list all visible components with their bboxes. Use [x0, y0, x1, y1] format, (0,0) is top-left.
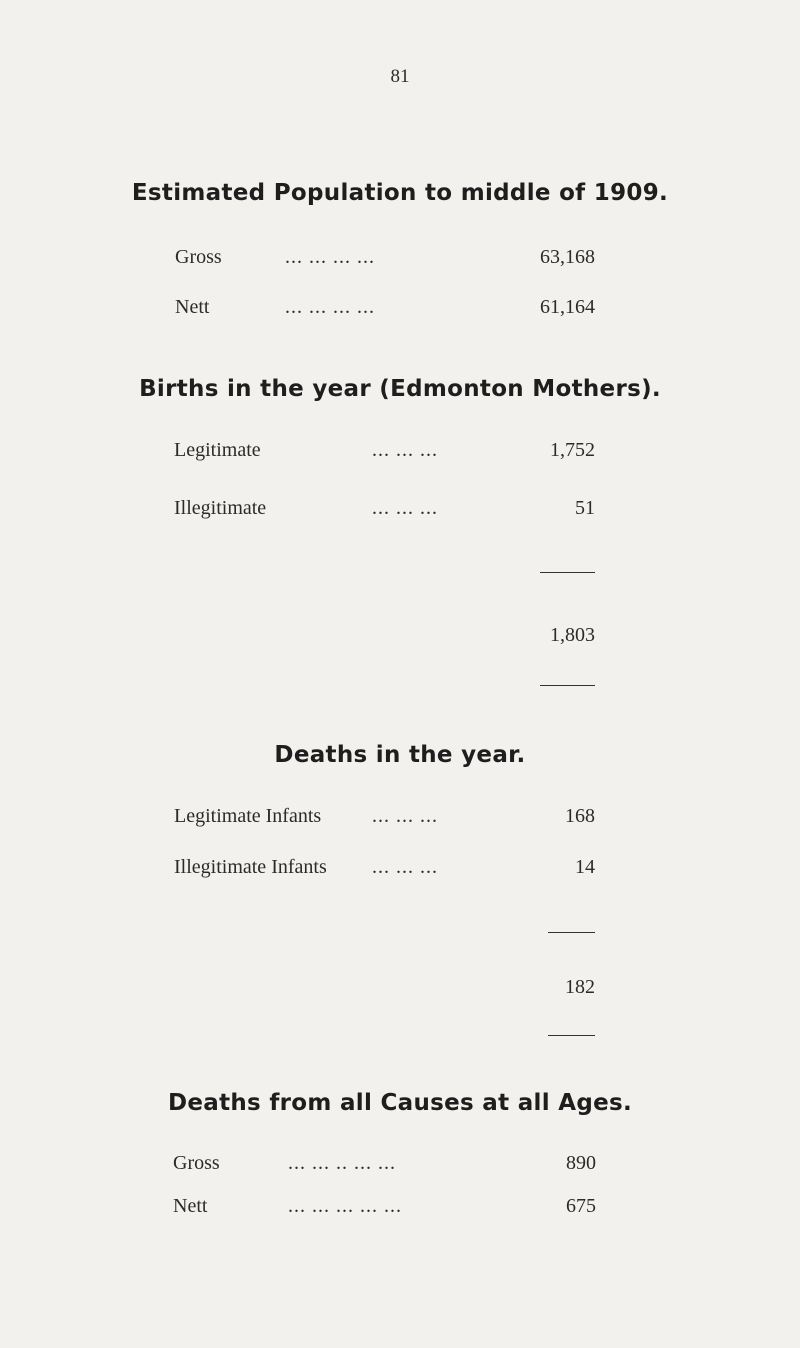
row-label: Nett	[173, 1195, 208, 1217]
page-number: 81	[390, 66, 410, 87]
row-leader-dots: ... ... ...	[372, 439, 438, 461]
row-label: Gross	[173, 1152, 220, 1174]
deaths-subtotal-rule	[548, 932, 595, 933]
row-value: 63,168	[540, 246, 595, 268]
row-leader-dots: ... ... ... ...	[285, 296, 375, 318]
row-leader-dots: ... ... ...	[372, 497, 438, 519]
births-subtotal-rule	[540, 572, 595, 573]
births-row-legitimate	[174, 435, 595, 465]
row-value: 890	[566, 1152, 596, 1174]
row-value: 61,164	[540, 296, 595, 318]
births-row-illegitimate	[174, 493, 595, 523]
births-total: 1,803	[550, 624, 595, 646]
population-row-nett	[175, 292, 595, 322]
deaths-total: 182	[565, 976, 595, 998]
population-heading: Estimated Population to middle of 1909.	[131, 180, 669, 206]
row-value: 51	[575, 497, 595, 519]
row-value: 14	[575, 856, 595, 878]
row-leader-dots: ... ... ...	[372, 856, 438, 878]
deaths-all-heading: Deaths from all Causes at all Ages.	[167, 1090, 633, 1116]
deaths-row-legitimate-infants	[174, 801, 595, 831]
row-value: 675	[566, 1195, 596, 1217]
row-label: Legitimate Infants	[174, 805, 322, 827]
births-total-rule	[540, 685, 595, 686]
row-label: Illegitimate Infants	[174, 856, 327, 878]
births-heading: Births in the year (Edmonton Mothers).	[139, 376, 661, 402]
row-label: Gross	[175, 246, 222, 268]
row-leader-dots: ... ... ...	[372, 805, 438, 827]
row-leader-dots: ... ... ... ... ...	[288, 1195, 402, 1217]
deaths-all-row-gross	[173, 1148, 596, 1178]
row-value: 168	[565, 805, 595, 827]
row-value: 1,752	[550, 439, 595, 461]
deaths-row-illegitimate-infants	[174, 852, 595, 882]
row-label: Illegitimate	[174, 497, 267, 519]
deaths-total-rule	[548, 1035, 595, 1036]
deaths-year-heading: Deaths in the year.	[274, 742, 526, 768]
population-row-gross	[175, 242, 595, 272]
row-label: Nett	[175, 296, 210, 318]
deaths-all-row-nett	[173, 1191, 596, 1221]
row-label: Legitimate	[174, 439, 261, 461]
row-leader-dots: ... ... .. ... ...	[288, 1152, 396, 1174]
row-leader-dots: ... ... ... ...	[285, 246, 375, 268]
